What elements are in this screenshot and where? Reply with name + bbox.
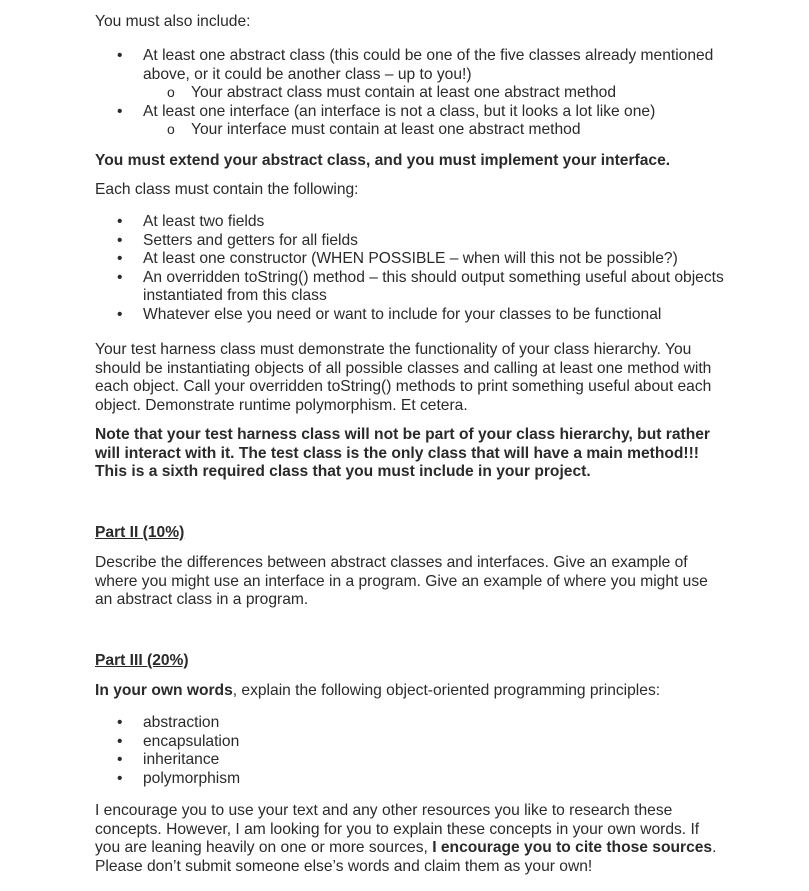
- closing-text-2: . Please don’t submit someone else’s words and claim them as your own!: [95, 839, 717, 875]
- list-item: [95, 103, 725, 140]
- harness-paragraph: Your test harness class must demonstrate the functionality of your class hierarchy. You should be instantiating objects of all possible classes and calling at least one method with each object. Call your overridden toString() methods to print something useful about each object. Demonstrate runtime polymorphism. Et cetera.: [95, 341, 712, 414]
- sub-list-item: o Your interface must contain at least one abstract method: [143, 121, 725, 140]
- list-item: • At least two fields: [95, 213, 725, 232]
- include-list: [95, 47, 725, 140]
- sub-list: [143, 84, 725, 103]
- part2-heading: Part II (10%): [95, 524, 185, 541]
- list-item: • abstraction: [95, 714, 725, 733]
- closing-paragraph: [95, 802, 725, 876]
- class-intro: Each class must contain the following:: [95, 181, 359, 198]
- part3-intro: [95, 682, 725, 701]
- list-item: • encapsulation: [95, 733, 725, 752]
- intro-text: You must also include:: [95, 13, 251, 30]
- closing-text-1: I encourage you to use your text and any other resources you like to research these concepts. However, I am looking for you to explain these concepts in your own words. If you are leaning heavily on one or more sources,: [95, 802, 700, 857]
- part3-intro-rest: , explain the following object-oriented programming principles:: [232, 682, 661, 699]
- part3-intro-bold: In your own words: [95, 682, 233, 699]
- list-item-text: At least one interface (an interface is not a class, but it looks a lot like one): [143, 102, 656, 120]
- list-item: • inheritance: [95, 751, 725, 770]
- list-item: • Setters and getters for all fields: [95, 232, 725, 251]
- part3-heading: Part III (20%): [95, 652, 189, 669]
- list-item: • Whatever else you need or want to include for your classes to be functional: [95, 306, 725, 325]
- harness-note: Note that your test harness class will not be part of your class hierarchy, but rather will interact with it. The test class is the only class that will have a main method!!! This is a sixth required class that you must include in your project.: [95, 426, 710, 481]
- list-item: • An overridden toString() method – this should output something useful about objects instantiated from this class: [95, 269, 725, 306]
- list-item: • At least one constructor (WHEN POSSIBLE – when will this not be possible?): [95, 250, 725, 269]
- closing-text-bold: I encourage you to cite those sources: [432, 839, 713, 857]
- list-item: [95, 47, 725, 103]
- class-requirements-list: [95, 213, 725, 325]
- principles-list: [95, 714, 725, 788]
- sub-list-item: o Your abstract class must contain at least one abstract method: [143, 84, 725, 103]
- sub-list: [143, 121, 725, 140]
- list-item-text: At least one abstract class (this could be one of the five classes already mentioned above, or it could be another class – up to you!): [143, 47, 714, 83]
- list-item: • polymorphism: [95, 770, 725, 789]
- extend-note: You must extend your abstract class, and you must implement your interface.: [95, 152, 671, 169]
- part2-text: Describe the differences between abstract classes and interfaces. Give an example of where you might use an interface in a program. Give an example of where you might use an abstract class in a program.: [95, 554, 708, 609]
